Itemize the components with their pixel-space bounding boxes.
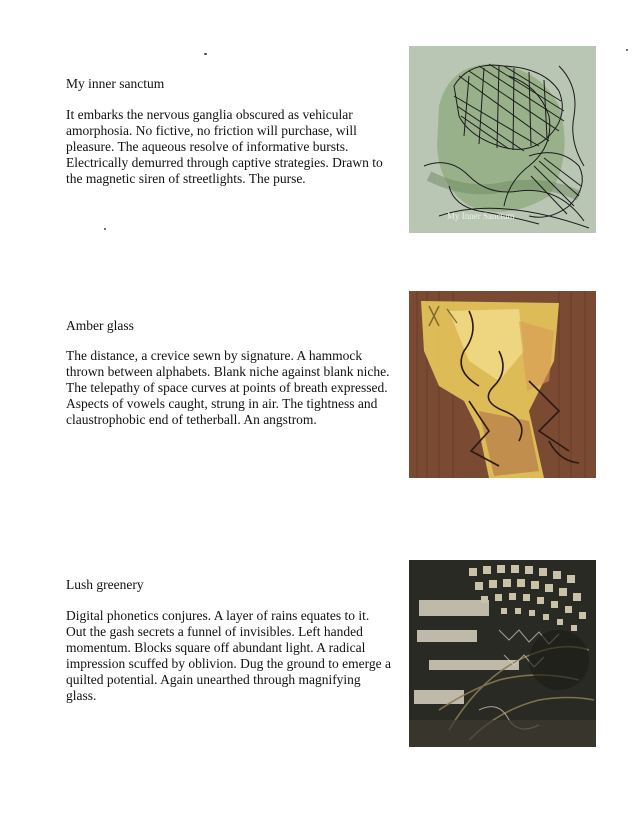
scan-speck (204, 53, 207, 55)
artwork-lush-greenery (409, 560, 596, 747)
artwork-amber-glass (409, 291, 596, 478)
artwork-image (409, 46, 596, 233)
entry-title: My inner sanctum (66, 76, 165, 91)
entry-text: Digital phonetics conjures. A layer of rains equates to it. Out the gash secrets a funnel of invisibles. Left handed momentum. Blocks square off abundant light. A radical impression scuffed by oblivion. Dug the ground to emerge a quilted potential. Again unearthed through magnifying glass. (66, 608, 391, 703)
artwork-image (409, 291, 596, 478)
entry-text: It embarks the nervous ganglia obscured as vehicular amorphosia. No fictive, no friction will purchase, will pleasure. The aqueous resolve of informative bursts. Electrically demurred through captive strategies. Drawn to the magnetic siren of streetlights. The purse. (66, 107, 383, 186)
scan-speck (104, 228, 106, 230)
entry-title: Lush greenery (66, 577, 144, 592)
entry-title: Amber glass (66, 318, 134, 333)
artwork-image (409, 560, 596, 747)
scan-speck (626, 49, 628, 51)
entry-text: The distance, a crevice sewn by signature. A hammock thrown between alphabets. Blank niche against blank niche. The telepathy of space curves at points of breath expressed. Aspects of vowels caught, strung in air. The tightness and claustrophobic end of tetherball. An angstrom. (66, 348, 390, 427)
artwork-inner-sanctum (409, 46, 596, 233)
artwork-caption: My Inner Sanctum (447, 211, 515, 221)
